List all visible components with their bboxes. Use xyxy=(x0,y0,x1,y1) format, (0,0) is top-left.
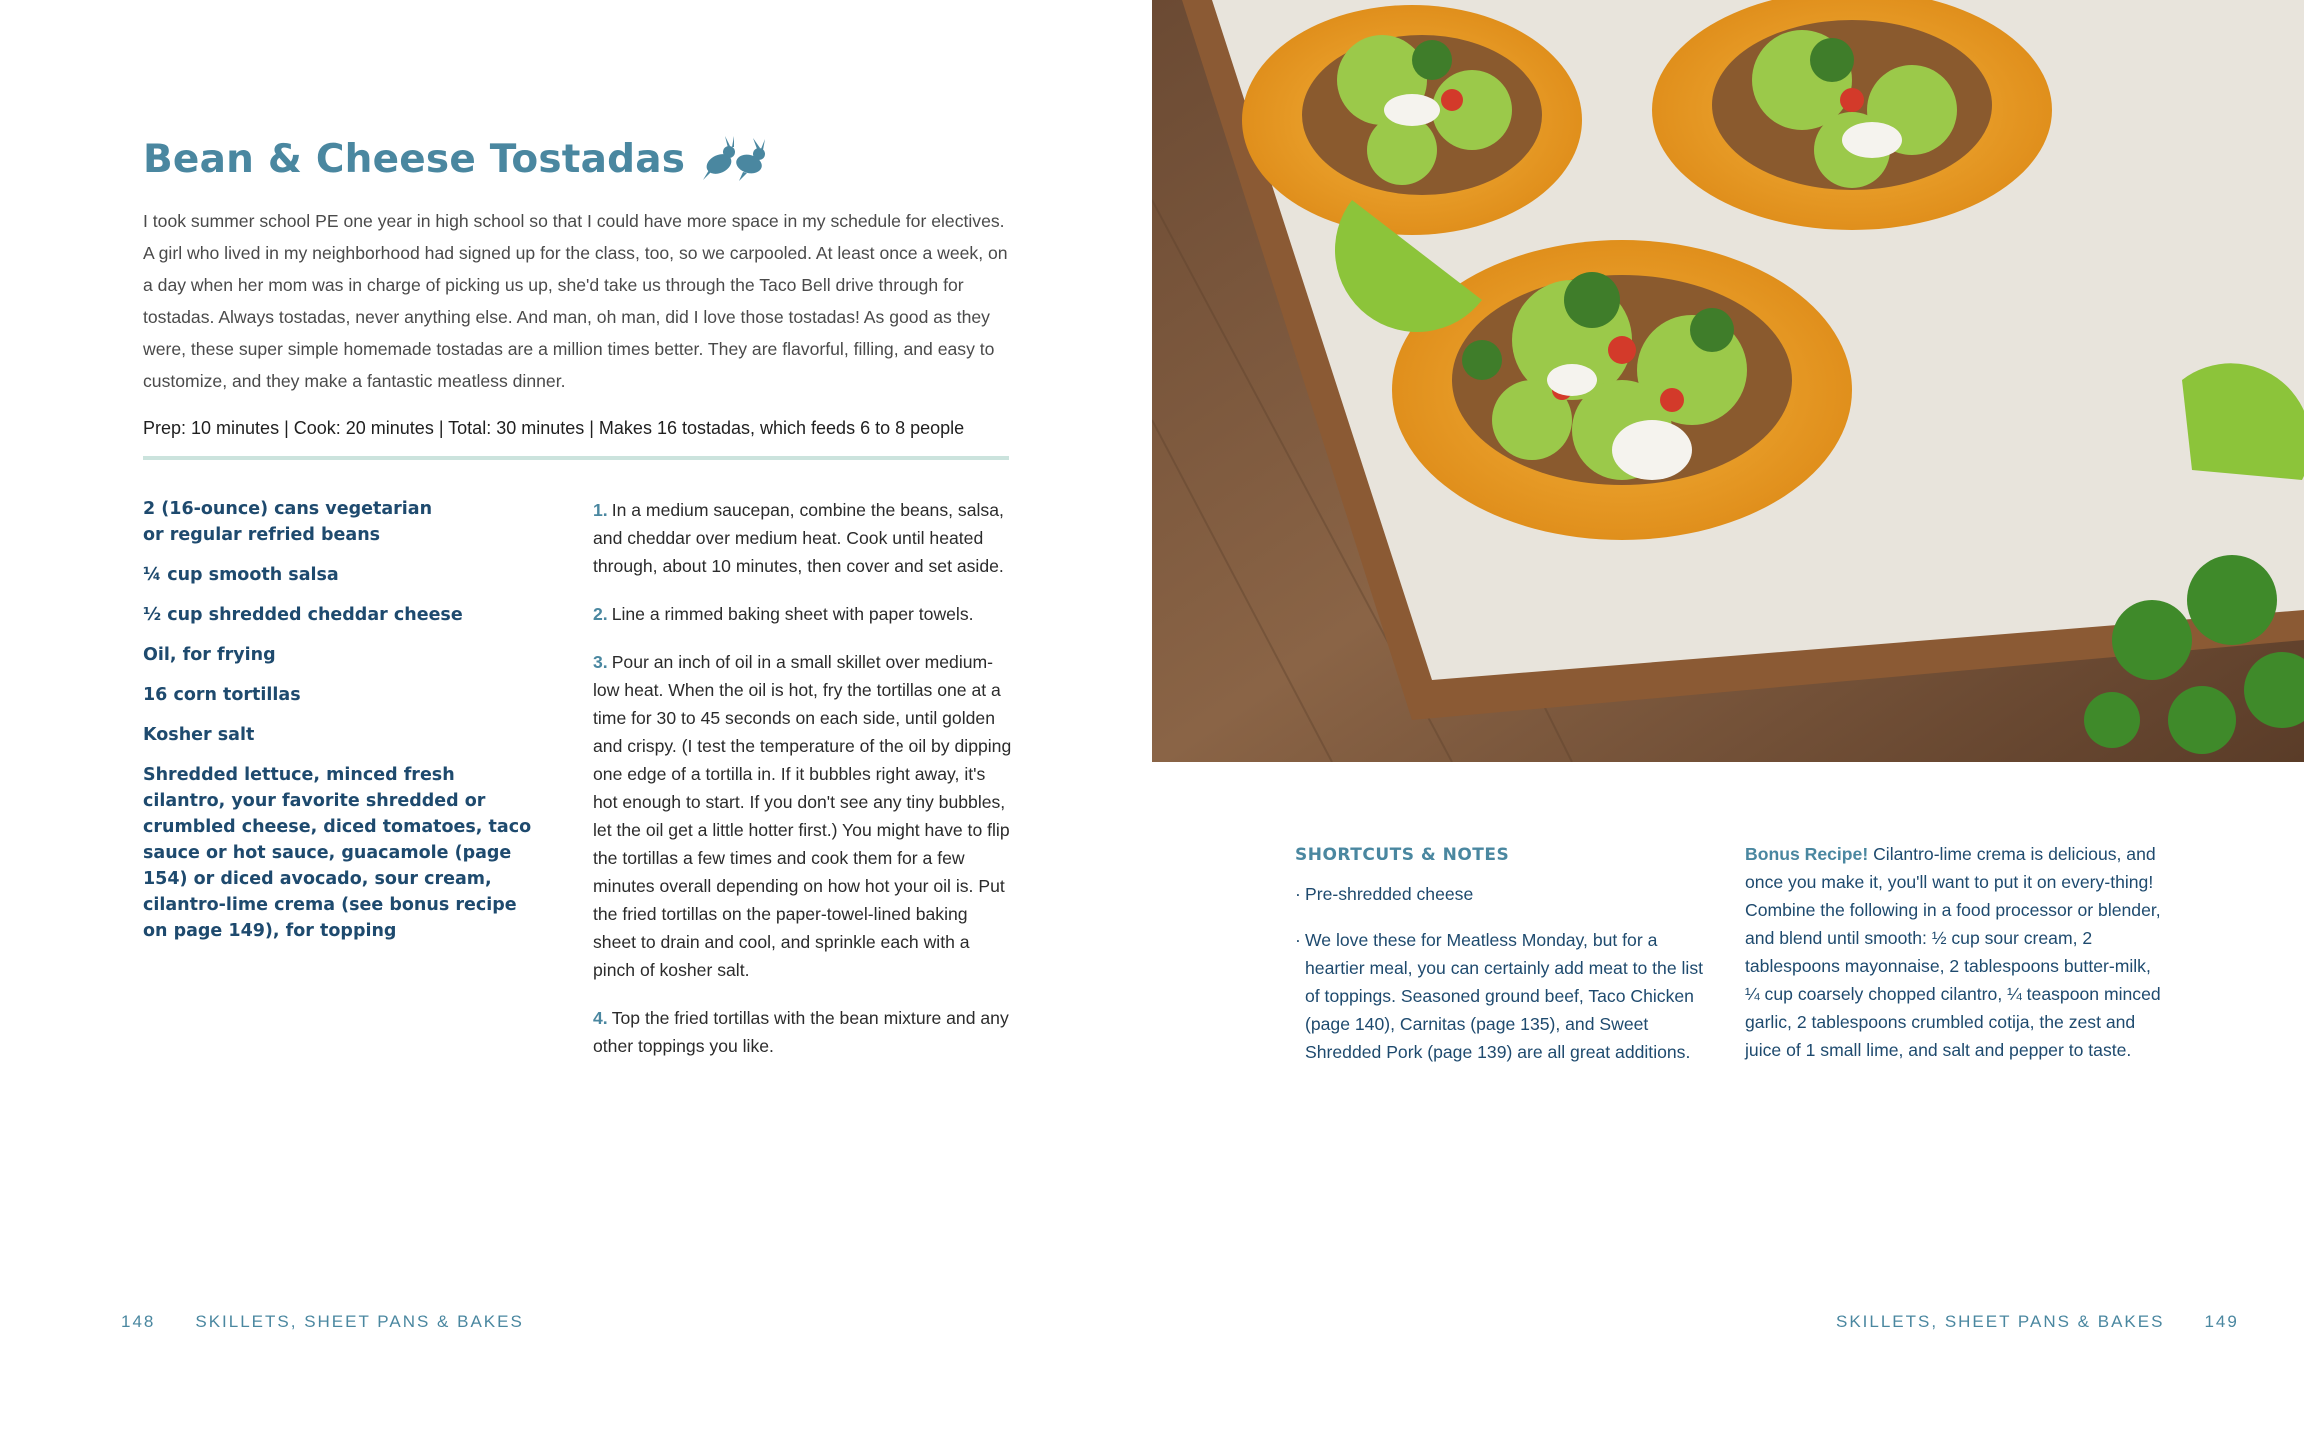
title-row xyxy=(143,136,771,182)
step-text: Top the fried tortillas with the bean mixture and any other toppings you like. xyxy=(593,1008,1009,1056)
left-footer xyxy=(121,1312,524,1332)
ingredient-item: 2 (16-ounce) cans vegetarian or regular refried beans xyxy=(143,499,433,545)
bonus-recipe xyxy=(1745,840,2165,1064)
page-number: 149 xyxy=(2204,1312,2239,1331)
ingredient-item: ¼ cup smooth salsa xyxy=(143,565,339,585)
step-number: 2. xyxy=(593,604,608,624)
step-number: 1. xyxy=(593,500,608,520)
section-name: SKILLETS, SHEET PANS & BAKES xyxy=(1836,1312,2165,1331)
ingredient-list xyxy=(143,496,543,958)
ingredient-item: Shredded lettuce, minced fresh cilantro, your favorite shredded or crumbled cheese, diced tomatoes, taco sauce or hot sauce, guacamole (page 154) or diced avocado, sour cream, cilantro-lime crema (see bonus recipe on page 149), for topping xyxy=(143,765,532,941)
step-item xyxy=(593,496,1013,580)
notes-list xyxy=(1295,880,1715,1084)
step-item xyxy=(593,1004,1013,1060)
bonus-text: Cilantro-lime crema is delicious, and once you make it, you'll want to put it on every-thing! Combine the following in a food processor or blender, and blend until smooth: ½ cup sour cream, 2 tablespoons mayonnaise, 2 tablespoons butter-milk, ¼ cup coarsely chopped cilantro, ¼ teaspoon minced garlic, 2 tablespoons crumbled cotija, the zest and juice of 1 small lime, and salt and pepper to taste. xyxy=(1745,844,2161,1060)
step-text: In a medium saucepan, combine the beans, salsa, and cheddar over medium heat. Cook until heated through, about 10 minutes, then cover and set aside. xyxy=(593,500,1004,576)
notes-heading: SHORTCUTS & NOTES xyxy=(1295,845,1510,865)
divider xyxy=(143,456,1009,460)
note-item: · We love these for Meatless Monday, but for a heartier meal, you can certainly add meat to the list of toppings. Seasoned ground beef, Taco Chicken (page 140), Carnitas (page 135), and Sweet Shredded Pork (page 139) are all great additions. xyxy=(1295,926,1715,1066)
recipe-meta: Prep: 10 minutes | Cook: 20 minutes | Total: 30 minutes | Makes 16 tostadas, which feeds 6 to 8 people xyxy=(143,418,965,438)
step-number: 4. xyxy=(593,1008,608,1028)
section-name: SKILLETS, SHEET PANS & BAKES xyxy=(195,1312,524,1331)
step-text: Pour an inch of oil in a small skillet over medium-low heat. When the oil is hot, fry the tortillas one at a time for 30 to 45 seconds on each side, until golden and crispy. (I test the temperature of the oil by dipping one edge of a tortilla in. If it bubbles right away, it's hot enough to start. If you don't see any tiny bubbles, let the oil get a little hotter first.) You might have to flip the tortillas a few times and cook them for a few minutes overall depending on how hot your oil is. Put the fried tortillas on the paper-towel-lined baking sheet to drain and cool, and sprinkle each with a pinch of kosher salt. xyxy=(593,652,1012,980)
ingredient-item: Oil, for frying xyxy=(143,645,276,665)
step-text: Line a rimmed baking sheet with paper towels. xyxy=(611,604,974,624)
bonus-label: Bonus Recipe! xyxy=(1745,844,1869,864)
ingredient-item: ½ cup shredded cheddar cheese xyxy=(143,605,463,625)
recipe-title: Bean & Cheese Tostadas xyxy=(143,136,686,182)
ingredient-item: 16 corn tortillas xyxy=(143,685,301,705)
note-item: · Pre-shredded cheese xyxy=(1295,880,1715,908)
ingredient-item: Kosher salt xyxy=(143,725,255,745)
step-number: 3. xyxy=(593,652,608,672)
step-list xyxy=(593,496,1013,1080)
page-number: 148 xyxy=(121,1312,156,1331)
step-item xyxy=(593,600,1013,628)
recipe-intro: I took summer school PE one year in high school so that I could have more space in my schedule for electives. A girl who lived in my neighborhood had signed up for the class, too, so we carpooled. At least once a week, on a day when her mom was in charge of picking us up, she'd take us through the Taco Bell drive through for tostadas. Always tostadas, never anything else. And man, oh man, did I love those tostadas! As good as they were, these super simple homemade tostadas are a million times better. They are flavorful, filling, and easy to customize, and they make a fantastic meatless dinner. xyxy=(143,211,1008,391)
tostadas-photo xyxy=(1152,0,2304,762)
right-footer xyxy=(1836,1312,2239,1332)
running-rabbits-icon xyxy=(699,136,771,182)
step-item xyxy=(593,648,1013,984)
